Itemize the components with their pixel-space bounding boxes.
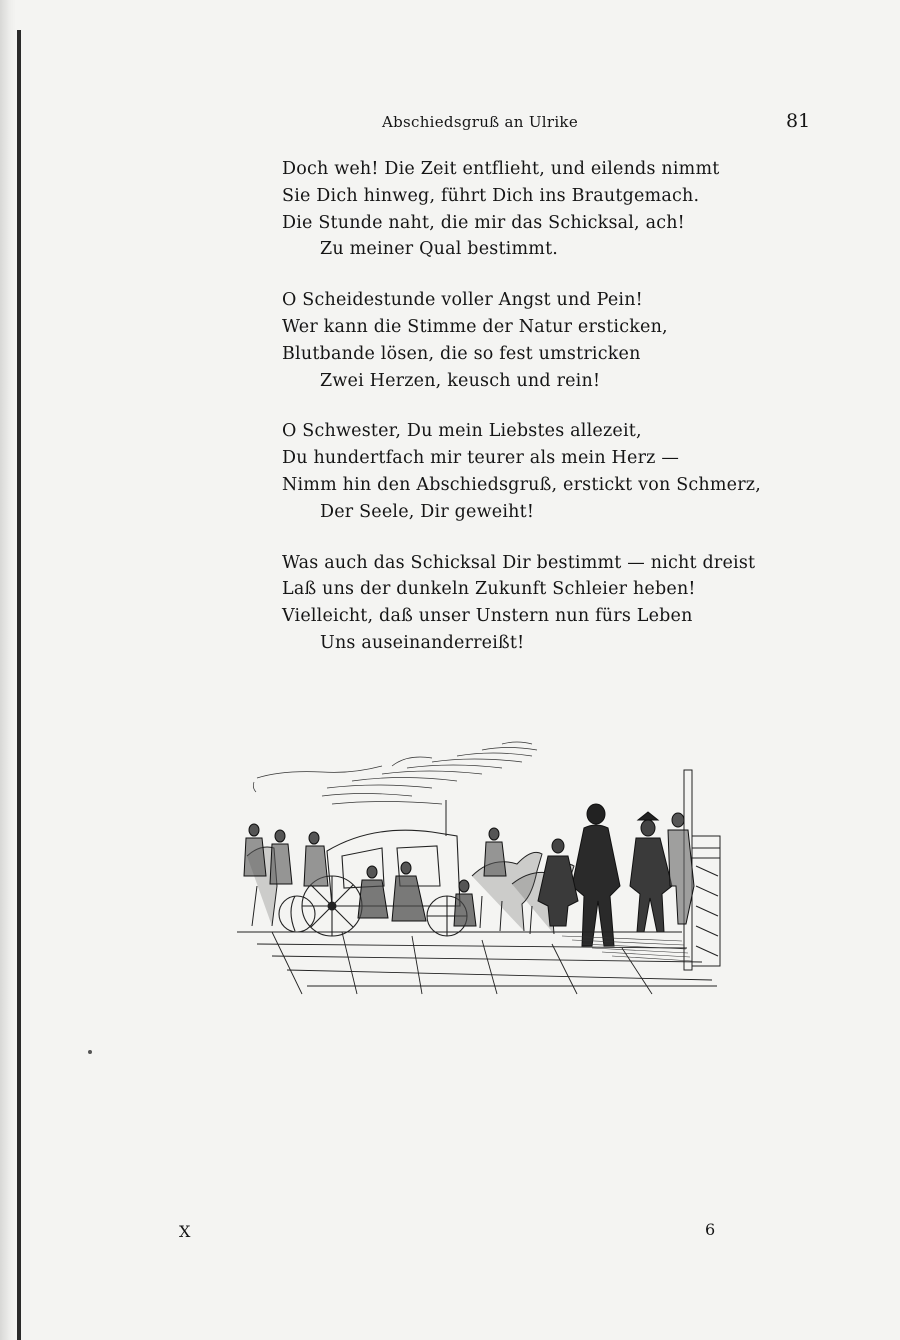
poem-line: Die Stunde naht, die mir das Schicksal, ach! xyxy=(282,212,685,233)
poem-line: Nimm hin den Abschiedsgruß, erstickt von Schmerz, xyxy=(282,474,761,495)
poem-line: Sie Dich hinweg, führt Dich ins Brautgemach. xyxy=(282,185,700,206)
poem-line: Vielleicht, daß unser Unstern nun fürs Leben xyxy=(282,606,693,627)
page-gutter-edge xyxy=(17,30,21,1340)
poem-line: Laß uns der dunkeln Zukunft Schleier heben! xyxy=(282,579,696,600)
signature-number: 6 xyxy=(705,1220,716,1239)
page-number: 81 xyxy=(786,110,811,132)
ground-hatching xyxy=(562,936,692,961)
stanza xyxy=(282,287,722,394)
poem-line: Wer kann die Stimme der Natur ersticken, xyxy=(282,316,668,337)
poem-line: Zwei Herzen, keusch und rein! xyxy=(320,370,601,391)
paper-speck xyxy=(88,1050,92,1054)
running-title: Abschiedsgruß an Ulrike xyxy=(381,113,579,131)
poem-line: Der Seele, Dir geweiht! xyxy=(320,501,535,522)
poem-line: Doch weh! Die Zeit entflieht, und eilends nimmt xyxy=(282,159,720,179)
engraving-carriage-scene xyxy=(232,736,722,998)
poem-line: O Schwester, Du mein Liebstes allezeit, xyxy=(282,421,642,442)
poem-line: Was auch das Schicksal Dir bestimmt — nicht dreist xyxy=(282,552,756,573)
sky-hatching xyxy=(253,742,537,804)
poem-line: Uns auseinanderreißt! xyxy=(320,632,525,653)
poem-line: Zu meiner Qual bestimmt. xyxy=(320,239,559,260)
stanza xyxy=(282,550,756,657)
poem-line: Blutbande lösen, die so fest umstricken xyxy=(282,343,641,364)
poem-line: O Scheidestunde voller Angst und Pein! xyxy=(282,290,643,311)
book-binding-shadow xyxy=(0,0,30,1340)
pavement xyxy=(237,932,717,994)
stanza xyxy=(282,156,722,263)
poem-line: Du hundertfach mir teurer als mein Herz — xyxy=(282,448,680,469)
signature-mark: X xyxy=(179,1222,191,1241)
poem-body xyxy=(282,156,761,681)
stanza xyxy=(282,418,761,525)
